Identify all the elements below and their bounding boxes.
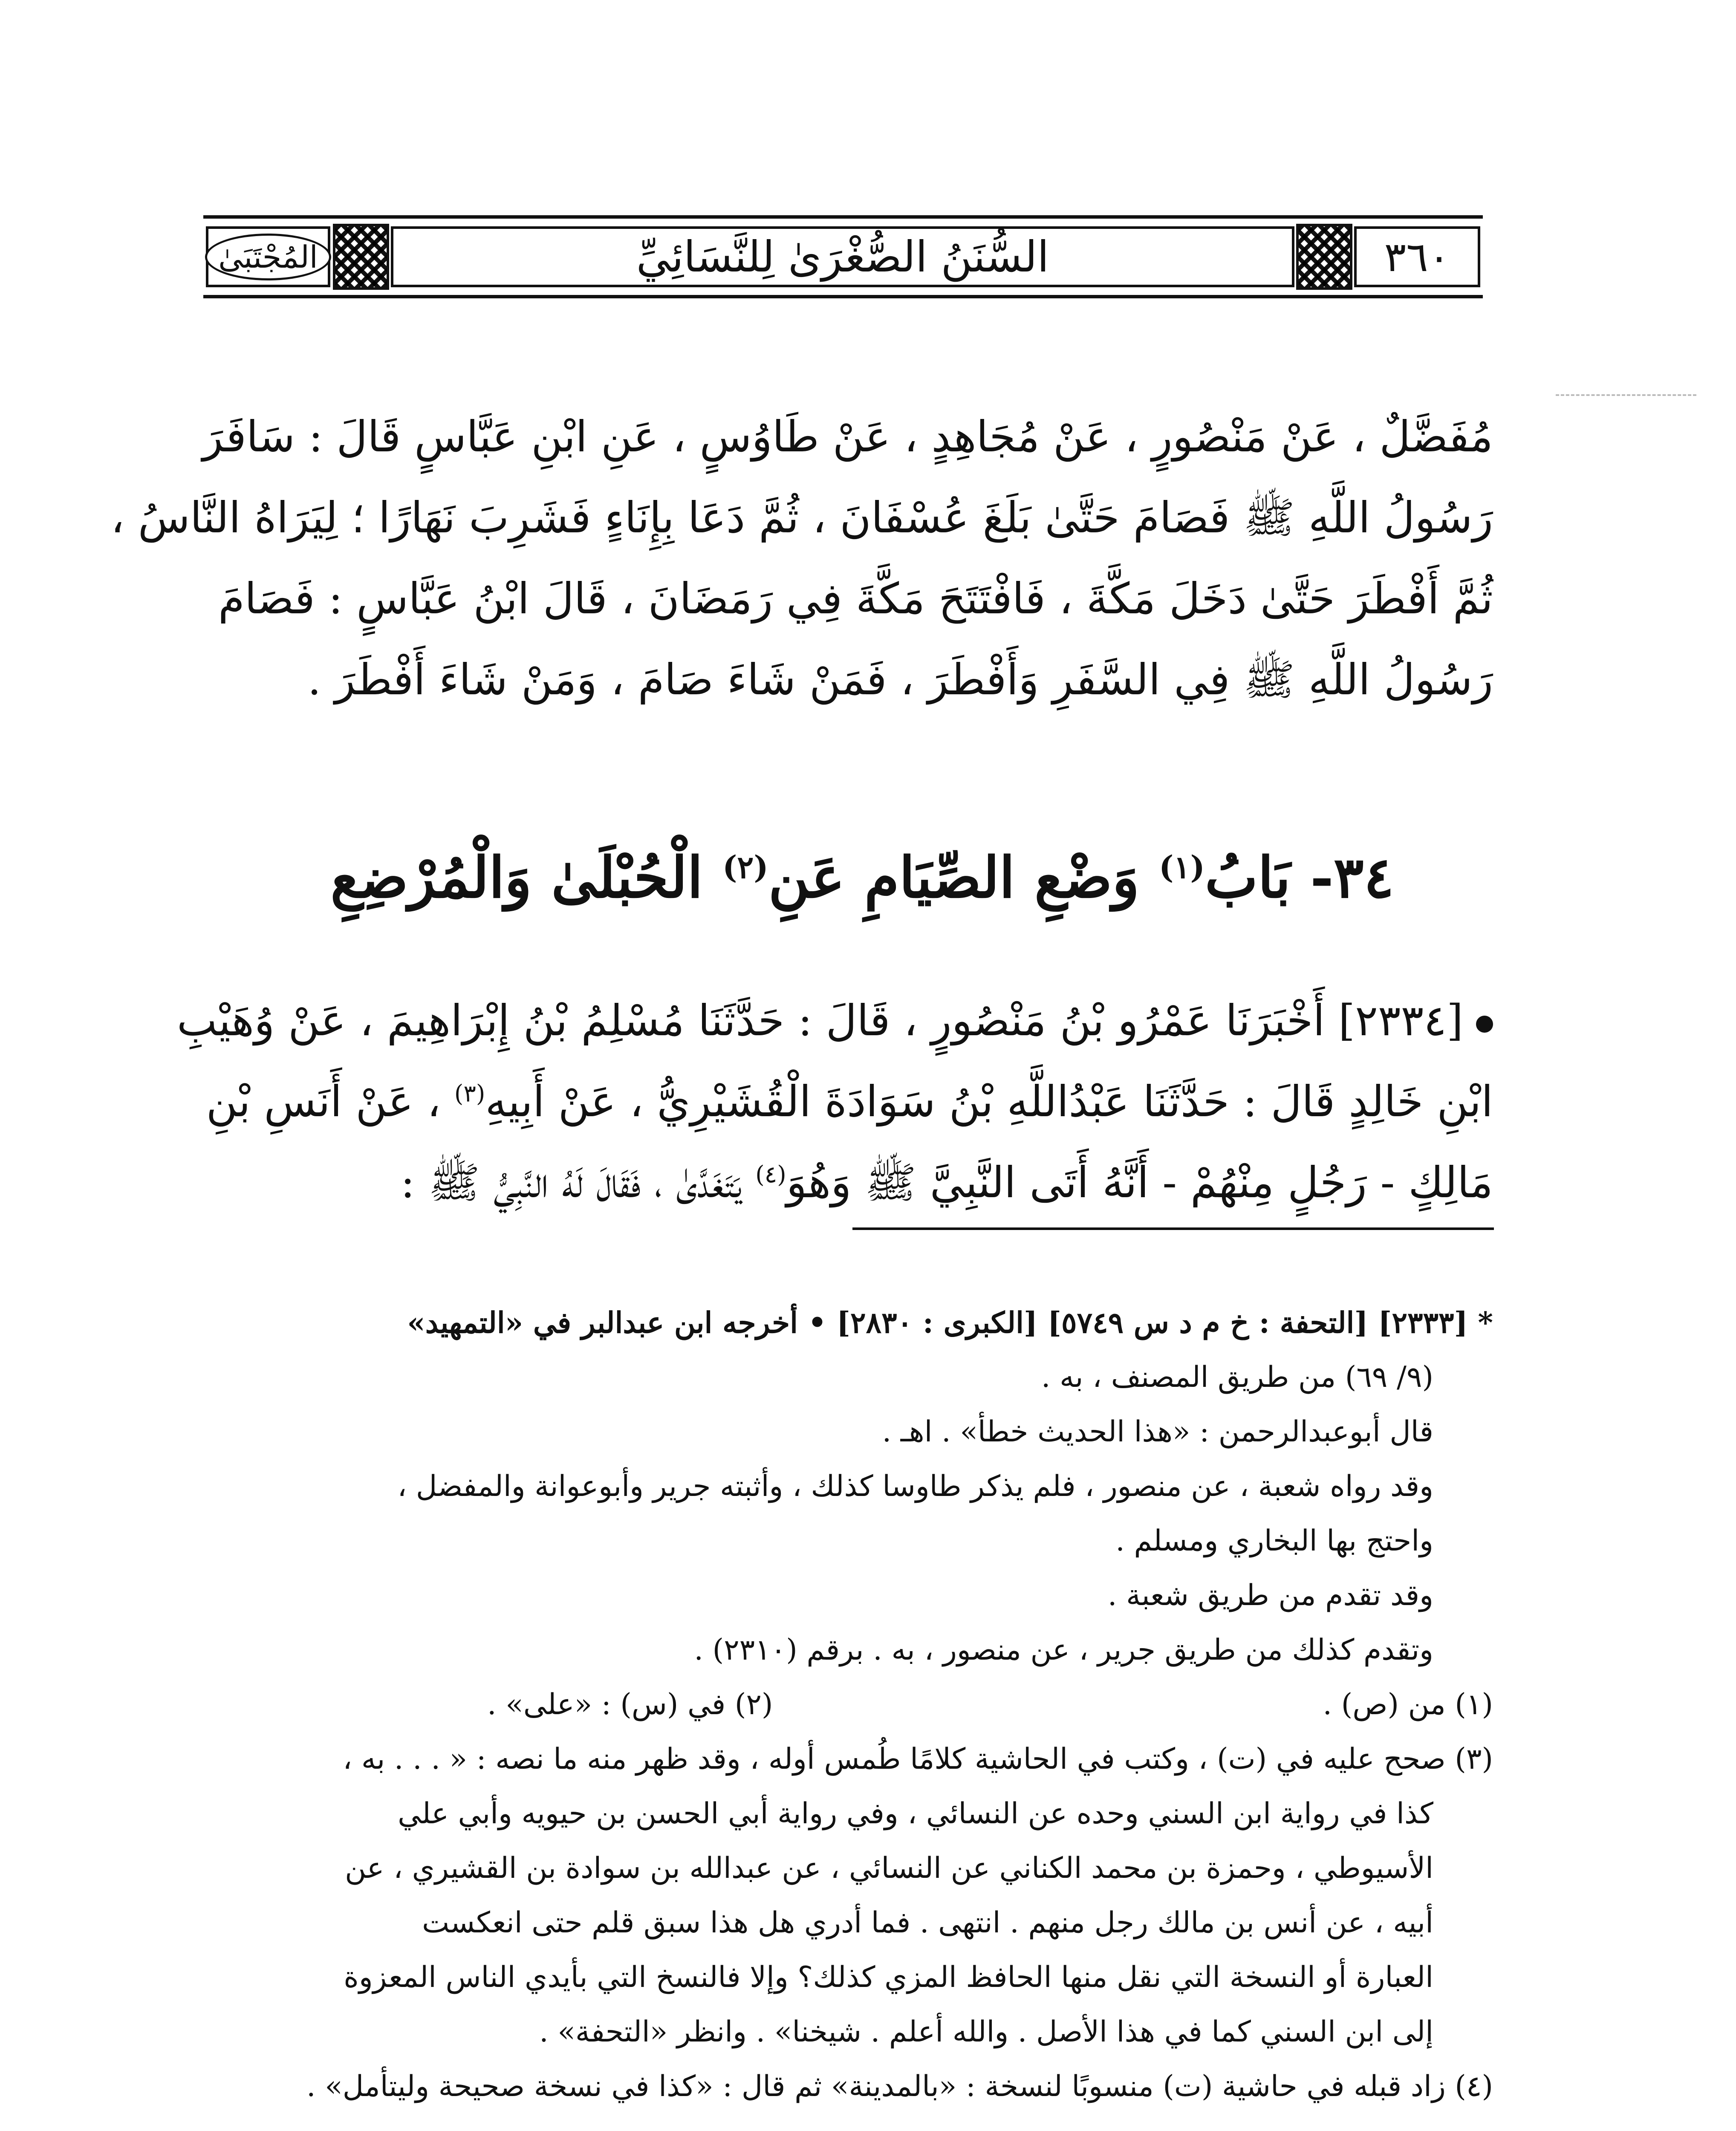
text-line: رَسُولُ اللَّهِ ﷺ فَصَامَ حَتَّىٰ بَلَغَ عُسْفَانَ ، ثُمَّ دَعَا بِإِنَاءٍ فَشَرِبَ نَهَارًا ؛ لِيَرَاهُ النَّاسُ ، [110, 493, 1493, 543]
hadith-text: ابْنِ خَالِدٍ قَالَ : حَدَّثَنَا عَبْدُاللَّهِ بْنُ سَوَادَةَ الْقُشَيْرِيُّ ، عَنْ أَبِيهِ [485, 1077, 1493, 1126]
chapter-number: ٣٤- [1310, 845, 1394, 911]
header-top-rule [203, 215, 1483, 219]
chapter-title-part: وَضْعِ الصِّيَامِ عَنِ [768, 845, 1140, 911]
note-line: قال أبوعبدالرحمن : «هذا الحديث خطأ» . اهـ . [882, 1415, 1433, 1449]
page-header [203, 215, 1483, 298]
hadith-text: يَتَغَدَّىٰ ، فَقَالَ لَهُ النَّبِيُّ ﷺ : [400, 1158, 742, 1207]
text-line: مُفَضَّلٌ ، عَنْ مَنْصُورٍ ، عَنْ مُجَاهِدٍ ، عَنْ طَاوُسٍ ، عَنِ ابْنِ عَبَّاسٍ قَالَ : سَافَرَ [202, 412, 1493, 462]
hadith-2334 [176, 980, 1493, 1223]
note-line: وقد رواه شعبة ، عن منصور ، فلم يذكر طاوسا كذلك ، وأثبته جرير وأبوعوانة والمفضل ، [397, 1470, 1433, 1503]
bullet-icon [1476, 1016, 1493, 1033]
footnote-pair [231, 1678, 1493, 1732]
note-line: إلى ابن السني كما في هذا الأصل . والله أعلم . شيخنا» . وانظر «التحفة» . [539, 2015, 1433, 2049]
note-line: وتقدم كذلك من طريق جرير ، عن منصور ، به . برقم (٢٣١٠) . [694, 1633, 1433, 1667]
header-ornament-right [1296, 224, 1352, 290]
footnote-ref: (٣) [454, 1080, 485, 1107]
chapter-heading [231, 835, 1493, 921]
margin-mark [1556, 394, 1696, 396]
chapter-title-part: بَابُ [1205, 845, 1291, 911]
note-line: الأسيوطي ، وحمزة بن محمد الكناني عن النسائي ، عن عبدالله بن سوادة بن القشيري ، عن [345, 1851, 1433, 1885]
note-line: * [٢٣٣٣] [التحفة : خ م د س ٥٧٤٩] [الكبرى : ٢٨٣٠] • أخرجه ابن عبدالبر في «التمهيد» [407, 1306, 1493, 1340]
note-line: العبارة أو النسخة التي نقل منها الحافظ المزي كذلك؟ وإلا فالنسخ التي بأيدي الناس المعزوة [344, 1961, 1433, 1994]
hadith-continuation [110, 396, 1493, 720]
note-line: وقد تقدم من طريق شعبة . [1107, 1579, 1433, 1612]
footnote-3: (٣) صحح عليه في (ت) ، وكتب في الحاشية كلامًا طُمس أوله ، وقد ظهر منه ما نصه : « . . . به ، [343, 1742, 1493, 1776]
hadith-text: ، عَنْ أَنَسِ بْنِ [206, 1077, 441, 1126]
text-line [231, 1142, 1493, 1223]
text-line [206, 1061, 1493, 1142]
note-line: واحتج بها البخاري ومسلم . [1115, 1524, 1433, 1558]
note-line: (٩/ ٦٩) من طريق المصنف ، به . [1041, 1360, 1433, 1394]
notes-separator [852, 1227, 1494, 1230]
footnote-ref: (١) [1159, 849, 1205, 886]
footnote-4: (٤) زاد قبله في حاشية (ت) منسوبًا لنسخة : «بالمدينة» ثم قال : «كذا في نسخة صحيحة وليتأمل» . [306, 2070, 1493, 2103]
footnotes [231, 1296, 1493, 2114]
header-ornament-left [333, 224, 389, 290]
text-line: ثُمَّ أَفْطَرَ حَتَّىٰ دَخَلَ مَكَّةَ ، فَافْتَتَحَ مَكَّةَ فِي رَمَضَانَ ، قَالَ ابْنُ عَبَّاسٍ : فَصَامَ [218, 574, 1493, 624]
hadith-text: [٢٣٣٤] أَخْبَرَنَا عَمْرُو بْنُ مَنْصُورٍ ، قَالَ : حَدَّثَنَا مُسْلِمُ بْنُ إِبْرَاهِيمَ ، عَنْ وُهَيْبِ [176, 996, 1463, 1045]
chapter-title-part: الْحُبْلَىٰ وَالْمُرْضِعِ [330, 845, 703, 911]
page-number: ٣٦٠ [1384, 233, 1450, 281]
note-line: أبيه ، عن أنس بن مالك رجل منهم . انتهى . فما أدري هل هذا سبق قلم حتى انعكست [422, 1906, 1433, 1940]
footnote-2: (٢) في (س) : «على» . [487, 1688, 773, 1721]
note-line: كذا في رواية ابن السني وحده عن النسائي ، وفي رواية أبي الحسن بن حيويه وأبي علي [398, 1797, 1433, 1831]
hadith-text: مَالِكٍ - رَجُلٍ مِنْهُمْ - أَنَّهُ أَتَى النَّبِيَّ ﷺ وَهُوَ [786, 1158, 1493, 1207]
header-bottom-rule [203, 295, 1483, 298]
footnote-ref: (٤) [755, 1161, 786, 1188]
text-line: رَسُولُ اللَّهِ ﷺ فِي السَّفَرِ وَأَفْطَرَ ، فَمَنْ شَاءَ صَامَ ، وَمَنْ شَاءَ أَفْطَرَ . [307, 655, 1493, 705]
footnote-1: (١) من (ص) . [1323, 1688, 1493, 1721]
footnote-ref: (٢) [722, 849, 768, 886]
running-title: السُّنَنُ الصُّغْرَىٰ لِلنَّسَائِيِّ [636, 231, 1049, 282]
header-title-panel [391, 226, 1294, 287]
text-line [176, 980, 1493, 1061]
book-name: المُجْتَبَىٰ [205, 234, 331, 280]
header-book-name-panel [206, 226, 330, 287]
header-page-number-panel [1354, 226, 1480, 287]
